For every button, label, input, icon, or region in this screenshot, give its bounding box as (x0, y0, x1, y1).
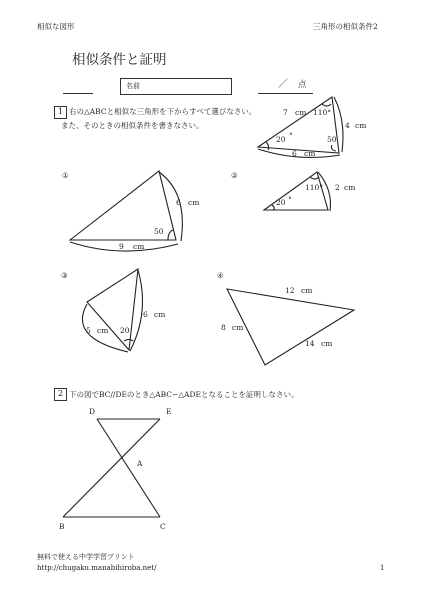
q1-line1: 右の△ABCと相似な三角形を下からすべて選びなさい。 (69, 107, 257, 116)
header-left: 相似な図形 (37, 22, 75, 31)
figure-4-triangle (217, 271, 354, 365)
fig3-unit-left: cm (97, 326, 109, 335)
footer-line1: 無料で使える中学学習プリント (37, 553, 135, 561)
label-C: C (160, 522, 166, 531)
ref-angle-left: 20 (276, 135, 286, 144)
fig2-unit: cm (344, 183, 356, 192)
fig4-mark: ④ (217, 271, 224, 280)
fig1-unit: cm (188, 198, 200, 207)
fig1-base: 9 (119, 242, 124, 251)
q2-number-box (54, 388, 67, 401)
q2-number: 2 (58, 389, 64, 398)
reference-triangle (258, 97, 366, 158)
page-number: 1 (380, 564, 385, 572)
ref-unit-top: cm (295, 108, 307, 117)
ref-deg-left: ° (289, 131, 293, 140)
label-B: B (59, 522, 65, 531)
fig2-angle-top: 110° (305, 183, 324, 192)
header-right: 三角形の相似条件2 (313, 22, 378, 31)
fig2-side: 2 (335, 183, 340, 192)
fig4-unit-bottom: cm (321, 339, 333, 348)
fig4-unit-left: cm (232, 323, 244, 332)
name-label: 名前 (126, 82, 140, 90)
q2-text: 下の図でBC//DEのとき△ABC∽△ADEとなることを証明しなさい。 (69, 390, 299, 399)
score-slash: ／ (278, 79, 288, 90)
fig4-side-top: 12 (285, 286, 295, 295)
footer-url[interactable]: http://chugaku.manabihiroba.net/ (37, 564, 157, 572)
fig3-side-left: 5 (86, 326, 91, 335)
fig1-base-unit: cm (133, 242, 145, 251)
fig1-angle: 50 (154, 227, 164, 236)
label-E: E (166, 407, 172, 416)
ref-side-bottom: 6 (292, 149, 297, 158)
ref-side-right: 4 (345, 121, 350, 130)
ref-side-top: 7 (283, 108, 288, 117)
fig2-angle-left: 20 (276, 198, 286, 207)
fig2-deg: ° (288, 195, 292, 204)
fig3-mark: ③ (61, 271, 68, 280)
label-A: A (137, 459, 143, 468)
figure-3-triangle (61, 269, 165, 352)
label-D: D (89, 407, 96, 416)
score-label: 点 (298, 80, 307, 90)
figure-1-triangle (62, 171, 199, 251)
ref-unit-right: cm (355, 121, 367, 130)
page-title: 相似条件と証明 (72, 52, 167, 68)
fig3-angle: 20 (120, 326, 130, 335)
fig4-unit-top: cm (301, 286, 313, 295)
fig1-mark: ① (62, 171, 69, 180)
figure-2-triangle (231, 171, 355, 211)
q1-line2: また、そのときの相似条件を書きなさい。 (61, 121, 204, 130)
fig2-mark: ② (231, 171, 238, 180)
ref-angle-top: 110° (313, 108, 332, 117)
fig4-side-left: 8 (221, 323, 226, 332)
fig4-side-bottom: 14 (305, 339, 315, 348)
fig1-side: 6 (176, 198, 181, 207)
q2-figure (59, 407, 171, 531)
ref-unit-bottom: cm (304, 149, 316, 158)
ref-angle-right: 50 (327, 135, 337, 144)
fig3-side-right: 6 (143, 310, 148, 319)
q1-number: 1 (58, 107, 64, 116)
fig3-unit-right: cm (154, 310, 166, 319)
